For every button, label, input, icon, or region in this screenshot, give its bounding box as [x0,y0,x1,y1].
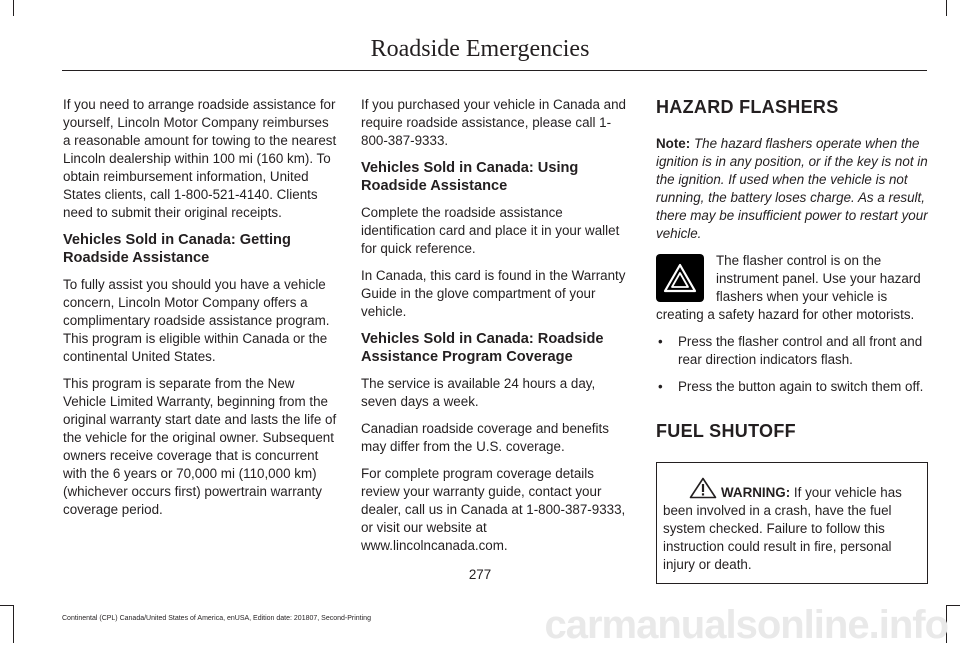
canada-call-paragraph: If you purchased your vehicle in Canada and require roadside assistance, please call 1-800-387-9333. [361,97,627,148]
hazard-control-text: The flasher control is on the instrument panel. Use your hazard flashers when your vehicle is creating a safety hazard for other motorists. [656,253,921,322]
column-3 [656,96,928,584]
warranty-guide-paragraph: In Canada, this card is found in the Warranty Guide in the glove compartment of your vehicle. [361,268,626,319]
warranty-paragraph: This program is separate from the New Vehicle Limited Warranty, beginning from the original warranty start date and lasts the life of the vehicle for the original owner. Subsequent owners receive coverage that is concurrent with the 6 years or 70,000 mi (110,000 km) (whichever occurs first) powertrain warranty coverage period. [63,376,337,517]
section-heading-using-assistance: Vehicles Sold in Canada: Using Roadside Assistance [361,160,579,194]
coverage-differs-paragraph: Canadian roadside coverage and benefits may differ from the U.S. coverage. [361,421,609,454]
contact-paragraph: For complete program coverage details review your warranty guide, contact your dealer, call us in Canada at 1-800-387-9333, or visit our website at www.lincolncanada.com. [361,466,626,553]
watermark-logo: carmanualsonline.info [544,603,948,647]
crop-mark-top-right-v [946,0,947,16]
crop-mark-bottom-left-h [0,605,14,606]
hazard-flashers-heading: HAZARD FLASHERS [656,97,839,117]
crop-mark-bottom-left-v [13,605,14,643]
list-item: • Press the flasher control and all front and rear direction indicators flash. [656,333,928,369]
warning-triangle-icon [689,477,717,499]
crop-mark-top-left-v [13,0,14,16]
fuel-shutoff-heading: FUEL SHUTOFF [656,421,796,441]
crop-mark-bottom-right-h [946,605,960,606]
edition-footer: Continental (CPL) Canada/United States of America, enUSA, Edition date: 201807, Second-Printing [62,615,371,622]
hazard-triangle-icon [656,254,704,302]
list-item: • Press the button again to switch them off. [656,378,928,396]
note-label: Note: [656,136,691,151]
availability-paragraph: The service is available 24 hours a day, seven days a week. [361,376,596,409]
note-text: The hazard flashers operate when the ignition is in any position, or if the key is not in the ignition. If used when the vehicle is not running, the battery loses charge. As a result, there may be insufficient power to restart your vehicle. [656,136,928,241]
warning-label: WARNING: [721,485,791,500]
page-number: 277 [468,567,492,582]
section-heading-program-coverage: Vehicles Sold in Canada: Roadside Assistance Program Coverage [361,331,604,365]
column-1 [63,96,338,528]
id-card-paragraph: Complete the roadside assistance identification card and place it in your wallet for quick reference. [361,205,620,256]
hazard-bullet-list [656,333,928,396]
section-heading-getting-assistance: Vehicles Sold in Canada: Getting Roadside Assistance [63,232,291,266]
note-paragraph [656,135,928,243]
page-header-title: Roadside Emergencies [370,36,590,62]
warning-box [656,462,928,584]
hazard-control-paragraph [656,252,928,324]
header-rule [62,70,927,71]
program-paragraph: To fully assist you should you have a vehicle concern, Lincoln Motor Company offers a complimentary roadside assistance program. This program is eligible within Canada or the continental United States. [63,277,330,364]
warning-text: If your vehicle has been involved in a crash, have the fuel system checked. Failure to follow this instruction could result in fire, personal injury or death. [663,485,902,572]
column-2 [361,96,633,564]
reimbursement-paragraph: If you need to arrange roadside assistance for yourself, Lincoln Motor Company reimburses a reasonable amount for towing to the nearest Lincoln dealership within 100 mi (160 km). To obtain reimbursement information, United States clients, call 1-800-521-4140. Clients need to submit their original receipts. [63,97,337,220]
